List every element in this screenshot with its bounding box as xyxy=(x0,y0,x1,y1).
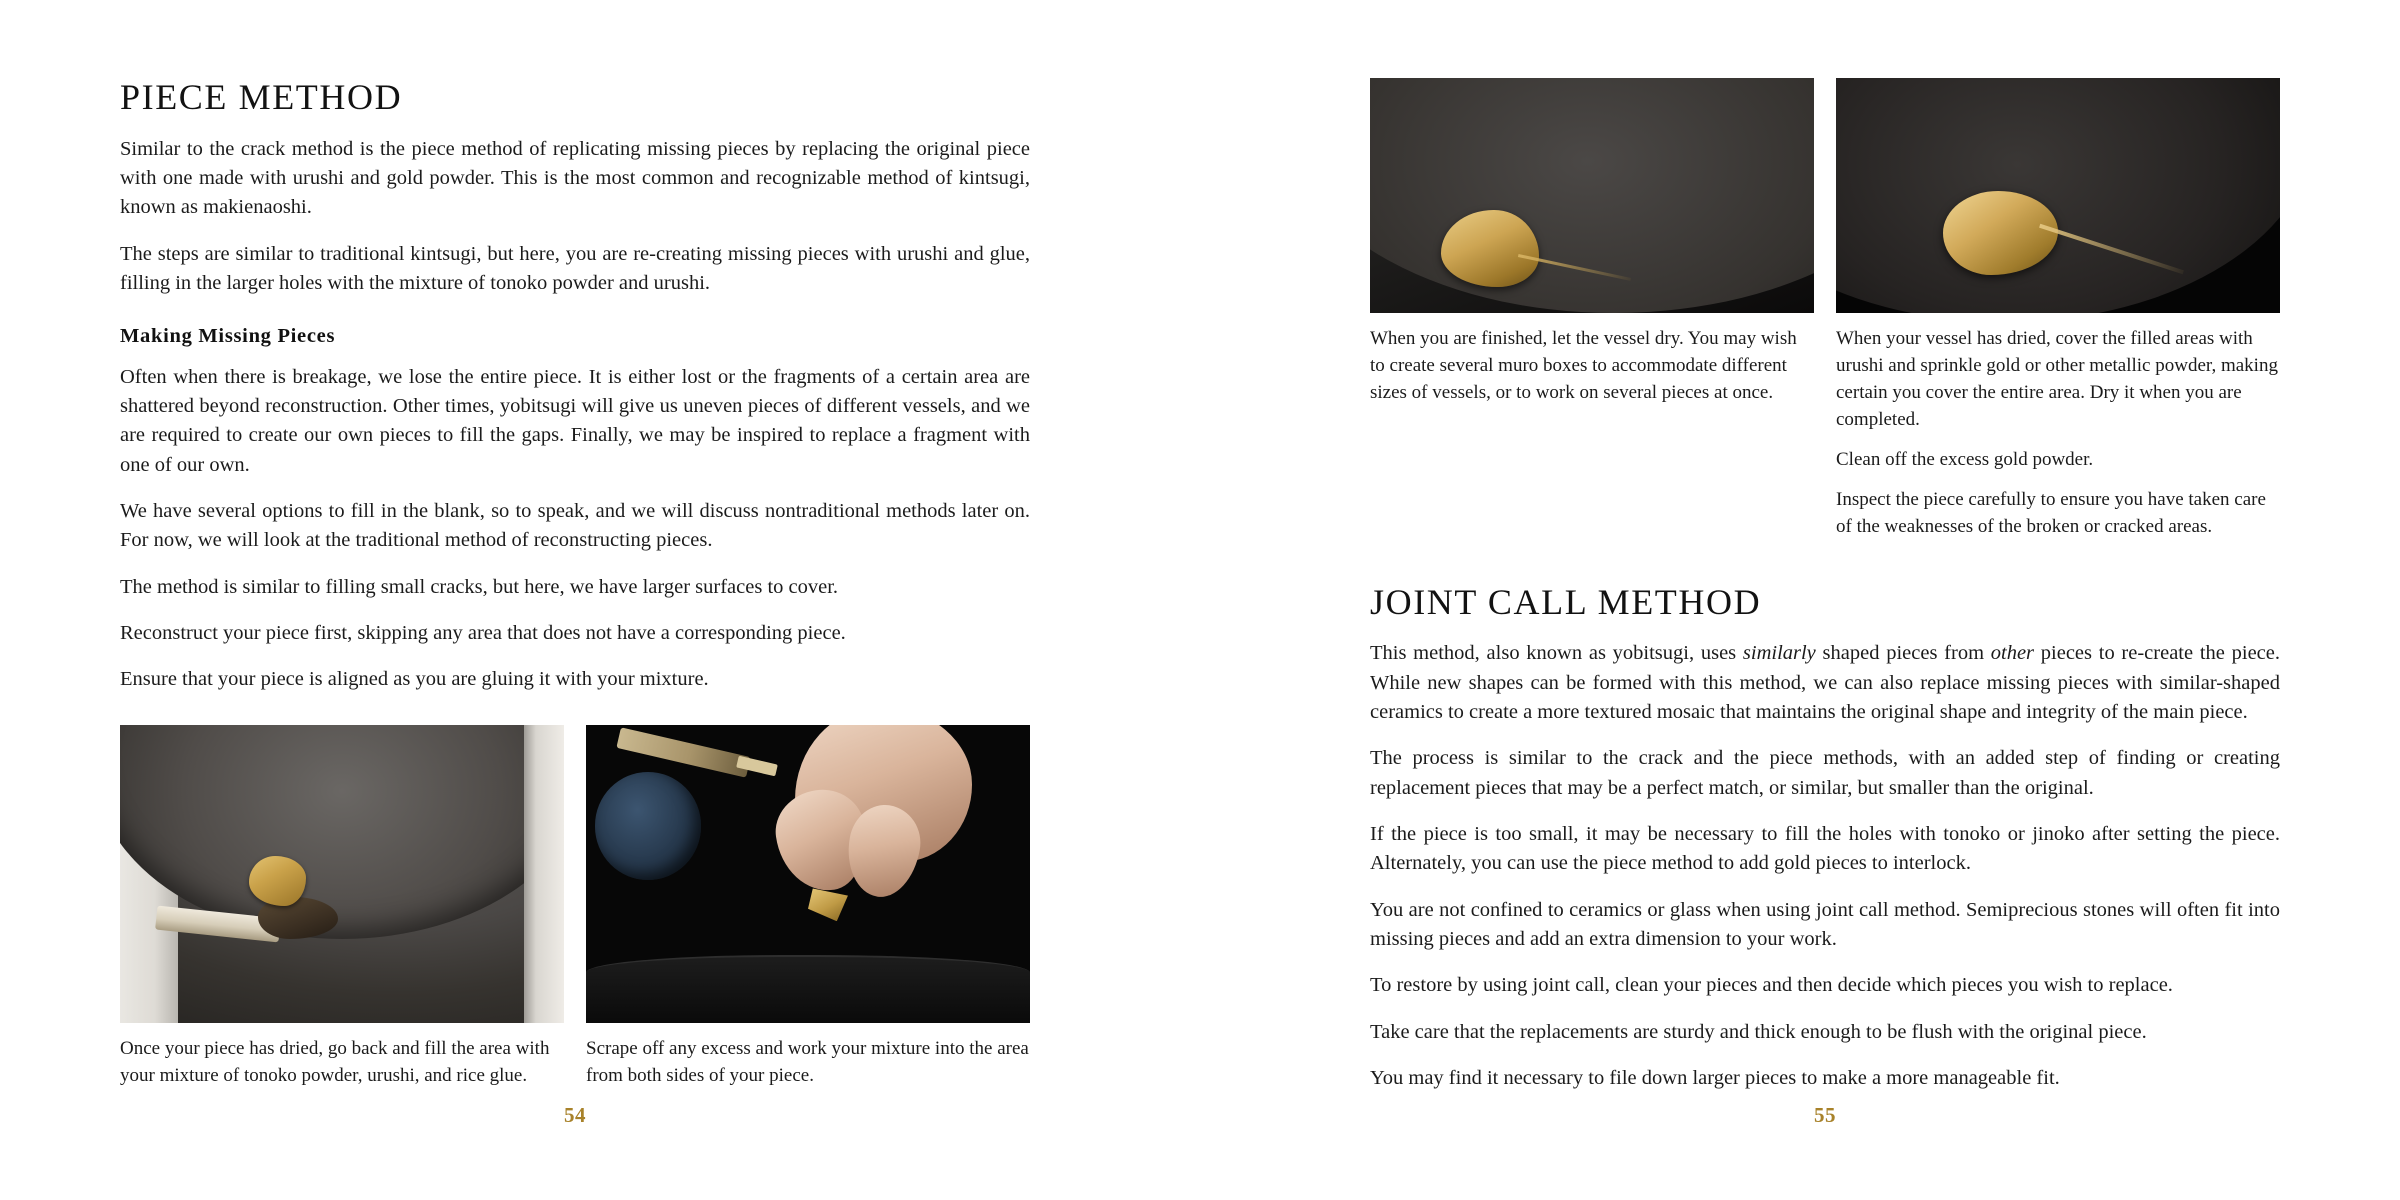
photo-decor xyxy=(1370,78,1814,313)
paragraph: The steps are similar to traditional kintsugi, but here, you are re-creating missing pieces with urushi and glue, filling in the larger holes with the mixture of tonoko powder and urushi. xyxy=(120,242,1030,294)
paragraph: To restore by using joint call, clean your pieces and then decide which pieces you wish to replace. xyxy=(1370,974,2173,997)
photo-decor xyxy=(586,955,1030,1023)
figure-caption: When your vessel has dried, cover the filled areas with urushi and sprinkle gold or other metallic powder, making certain you cover the entire area. Dry it when you are completed. xyxy=(1836,328,2278,430)
photo-hand-holding-gold-shard xyxy=(586,725,1030,1023)
paragraph: You may find it necessary to file down larger pieces to make a more manageable fit. xyxy=(1370,1066,2060,1089)
paragraph: Often when there is breakage, we lose the entire piece. It is either lost or the fragments of a certain area are shattered beyond reconstruction. Other times, yobitsugi will give us uneven pieces of different vessels, and we are required to create our own pieces to fill the gaps. Finally, we may be inspired to replace a fragment with one of our own. xyxy=(120,365,1030,476)
page-number-left xyxy=(120,1103,1030,1128)
page-right xyxy=(1200,0,2400,1200)
paragraph: If the piece is too small, it may be necessary to fill the holes with tonoko or jinoko after setting the piece. Alternately, you can use the piece method to add gold pieces to interlock. xyxy=(1370,822,2280,875)
figure-caption: Clean off the excess gold powder. xyxy=(1836,448,2094,470)
paragraph: We have several options to fill in the blank, so to speak, and we will discuss nontraditional methods later on. For now, we will look at the traditional method of reconstructing pieces. xyxy=(120,500,1030,552)
folio-number: 54 xyxy=(564,1103,586,1127)
intro-emphasis-other: other xyxy=(1990,642,2035,665)
figure-gold-closeup-right xyxy=(1836,78,2280,541)
intro-part-3: pieces to re-create the piece. While new shapes can be formed with this method, we can also replace missing pieces with similar-shaped ceramics to create a more textured mosaic that maintains the original shape and integrity of the main piece. xyxy=(1370,642,2280,723)
figure-row xyxy=(1370,78,2280,541)
figure-hand xyxy=(586,725,1030,1090)
photo-decor xyxy=(595,772,702,879)
photo-gold-repair-closeup-left xyxy=(1370,78,1814,313)
paragraph: Ensure that your piece is aligned as you are gluing it with your mixture. xyxy=(120,668,709,691)
figure-plate xyxy=(120,725,564,1090)
paragraph: The process is similar to the crack and the piece methods, with an added step of finding or creating replacement pieces that may be a perfect match, or similar, but smaller than the original. xyxy=(1370,747,2280,799)
subsection-title: Making Missing Pieces xyxy=(120,325,336,348)
intro-emphasis-similarly: similarly xyxy=(1742,642,1816,665)
page-number-right xyxy=(1370,1103,2280,1128)
intro-part-2: shaped pieces from xyxy=(1815,642,1991,665)
photo-decor xyxy=(1836,78,2280,313)
photo-decor xyxy=(808,888,848,921)
figure-caption: Inspect the piece carefully to ensure you have taken care of the weaknesses of the broken or cracked areas. xyxy=(1836,488,2266,537)
photo-plate-with-gold-fill xyxy=(120,725,564,1023)
paragraph-intro xyxy=(1370,639,2280,727)
figure-gold-closeup-left xyxy=(1370,78,1814,541)
folio-number: 55 xyxy=(1814,1103,1836,1127)
page-left-content xyxy=(120,0,1030,1200)
intro-part-1: This method, also known as yobitsugi, uses xyxy=(1370,642,1743,665)
paragraph: Reconstruct your piece first, skipping any area that does not have a corresponding piece. xyxy=(120,621,846,644)
paragraph: The method is similar to filling small cracks, but here, we have larger surfaces to cover. xyxy=(120,575,839,598)
figure-caption: Once your piece has dried, go back and fill the area with your mixture of tonoko powder, urushi, and rice glue. xyxy=(120,1037,550,1086)
page-title: JOINT CALL METHOD xyxy=(1370,581,1762,622)
photo-decor xyxy=(616,728,750,778)
page-right-content xyxy=(1370,0,2280,1200)
figure-caption: Scrape off any excess and work your mixture into the area from both sides of your piece. xyxy=(586,1037,1029,1086)
figure-row xyxy=(120,725,1030,1090)
paragraph: Take care that the replacements are sturdy and thick enough to be flush with the original piece. xyxy=(1370,1020,2147,1043)
photo-decor xyxy=(524,725,564,1023)
photo-gold-repair-closeup-right xyxy=(1836,78,2280,313)
page-title: PIECE METHOD xyxy=(120,77,403,117)
figure-caption: When you are finished, let the vessel dry. You may wish to create several muro boxes to accommodate different sizes of vessels, or to work on several pieces at once. xyxy=(1370,328,1797,403)
paragraph: Similar to the crack method is the piece method of replicating missing pieces by replacing the original piece with one made with urushi and gold powder. This is the most common and recognizable method of kintsugi, known as makienaoshi. xyxy=(120,137,1030,219)
paragraph: You are not confined to ceramics or glass when using joint call method. Semiprecious stones will often fit into missing pieces and add an extra dimension to your work. xyxy=(1370,898,2280,950)
photo-decor xyxy=(120,725,564,940)
